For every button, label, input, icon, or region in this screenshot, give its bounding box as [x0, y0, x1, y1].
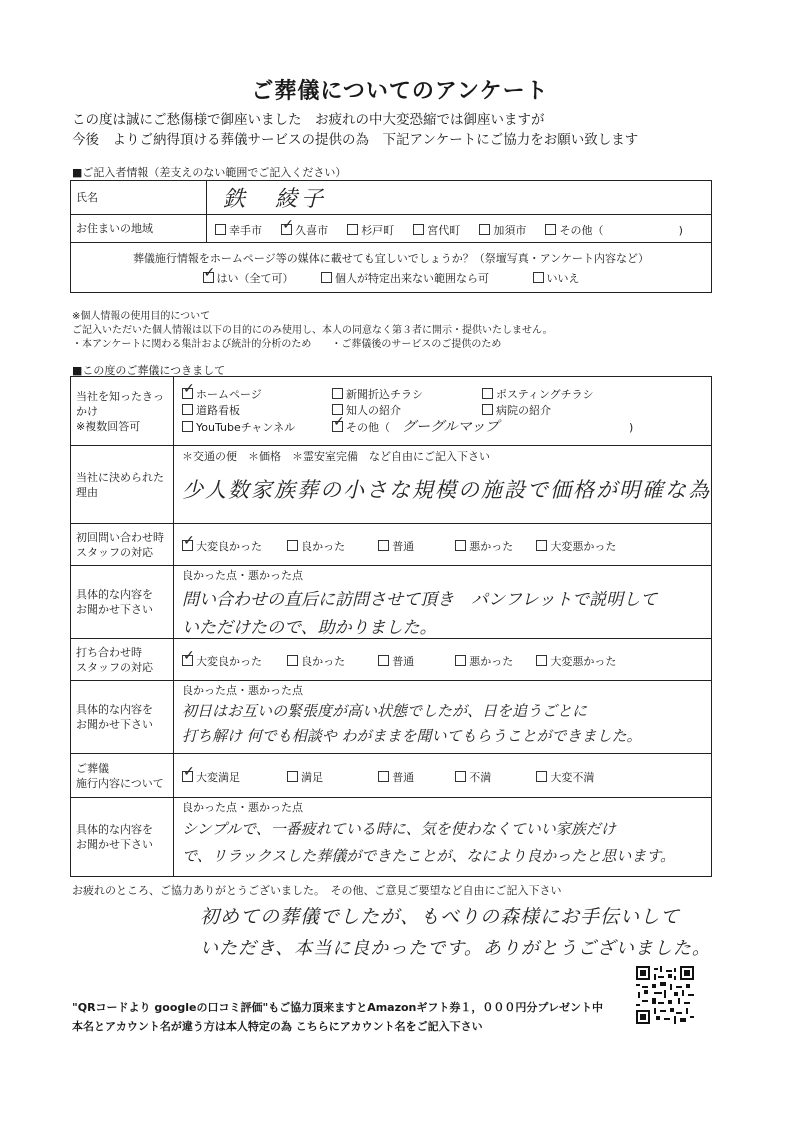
rating-option[interactable]: 悪かった	[455, 653, 531, 669]
detail1-line-2: いただけたので、助かりました。	[182, 618, 437, 638]
funeral-label: ご葬儀 施行内容について	[71, 754, 174, 798]
checkbox-icon[interactable]	[536, 771, 547, 782]
intro-line-1: この度は誠にご愁傷様で御座いました お疲れの中大変恐縮では御座いますが	[72, 112, 545, 128]
source-option[interactable]: ✓ホームページ	[182, 387, 332, 403]
checkbox-icon[interactable]	[321, 272, 332, 283]
checkbox-icon[interactable]	[182, 421, 193, 432]
checkbox-icon[interactable]	[215, 224, 226, 235]
checkbox-icon[interactable]	[347, 224, 358, 235]
detail3-hint: 良かった点・悪かった点	[182, 801, 303, 814]
staff1-label: 初回問い合わせ時 スタッフの対応	[71, 524, 174, 566]
area-option[interactable]: 杉戸町	[347, 222, 394, 238]
privacy-line-2: ・本アンケートに関わる集計および統計的分析のため ・ご葬儀後のサービスのご提供のため	[72, 339, 502, 350]
detail2-cell[interactable]	[174, 681, 712, 754]
closing-prompt: お疲れのところ、ご協力ありがとうございました。 その他、ご意見ご要望など自由にご記入下さい	[72, 884, 562, 897]
checkbox-checked-icon[interactable]	[203, 272, 214, 283]
detail1-cell[interactable]	[174, 566, 712, 639]
checkbox-icon[interactable]	[287, 655, 298, 666]
privacy-heading: ※個人情報の使用目的について	[72, 311, 211, 322]
satisfaction-option[interactable]: 普通	[378, 769, 450, 785]
checkbox-icon[interactable]	[413, 224, 424, 235]
area-options	[207, 215, 712, 243]
detail2-hint: 良かった点・悪かった点	[182, 684, 303, 697]
closing-line-2: いただき、本当に良かったです。ありがとうございました。	[200, 938, 711, 959]
source-option[interactable]: 道路看板	[182, 403, 332, 419]
rating-option[interactable]: 悪かった	[455, 538, 531, 554]
area-option[interactable]: ✓ 久喜市	[281, 222, 328, 238]
funeral-table	[70, 376, 712, 877]
detail3-label: 具体的な内容を お聞かせ下さい	[71, 798, 174, 877]
rating-option[interactable]: ✓ 大変良かった	[182, 538, 282, 554]
detail1-label: 具体的な内容を お聞かせ下さい	[71, 566, 174, 639]
reason-cell[interactable]	[174, 446, 712, 524]
section-heading-funeral: ■この度のご葬儀につきまして	[72, 364, 226, 377]
reason-label: 当社に決められた 理由	[71, 446, 174, 524]
detail3-line-2: で、リラックスした葬儀ができたことが、なにより良かったと思います。	[182, 847, 676, 865]
checkbox-icon[interactable]	[332, 388, 343, 399]
name-value: 鉄 綾子	[223, 187, 328, 212]
intro-line-2: 今後 よりご納得頂ける葬儀サービスの提供の為 下記アンケートにご協力をお願い致します	[72, 132, 639, 148]
rating-option[interactable]: ✓ 大変良かった	[182, 653, 282, 669]
area-other-close: )	[678, 224, 683, 237]
satisfaction-option[interactable]: ✓ 大変満足	[182, 769, 282, 785]
checkbox-checked-icon[interactable]	[182, 771, 193, 782]
checkbox-checked-icon[interactable]	[281, 224, 292, 235]
area-option[interactable]: その他（	[545, 222, 603, 238]
source-option[interactable]: ポスティングチラシ	[482, 387, 594, 403]
rating-option[interactable]: 良かった	[287, 538, 373, 554]
area-label: お住まいの地域	[71, 215, 207, 243]
checkbox-icon[interactable]	[536, 655, 547, 666]
staff2-options	[174, 639, 712, 681]
staff2-label: 打ち合わせ時 スタッフの対応	[71, 639, 174, 681]
checkbox-icon[interactable]	[287, 771, 298, 782]
footer-account-note: 本名とアカウント名が違う方は本人特定の為 こちらにアカウント名をご記入下さい	[72, 1020, 483, 1033]
source-option[interactable]: 新聞折込チラシ	[332, 387, 482, 403]
publish-cell	[71, 243, 712, 293]
closing-line-1: 初めての葬儀でしたが、もべりの森様にお手伝いして	[200, 906, 681, 928]
detail2-label: 具体的な内容を お聞かせ下さい	[71, 681, 174, 754]
checkbox-icon[interactable]	[378, 540, 389, 551]
checkbox-icon[interactable]	[533, 272, 544, 283]
satisfaction-option[interactable]: 満足	[287, 769, 373, 785]
rating-option[interactable]: 普通	[378, 653, 450, 669]
checkbox-icon[interactable]	[482, 388, 493, 399]
rating-option[interactable]: 普通	[378, 538, 450, 554]
publish-option[interactable]: いいえ	[533, 270, 580, 286]
section-heading-respondent: ■ご記入者情報（差支えのない範囲でご記入ください）	[72, 166, 347, 179]
rating-option[interactable]: 良かった	[287, 653, 373, 669]
publish-question: 葬儀施行情報をホームページ等の媒体に載せても宜しいでしょうか？（祭壇写真・アンケート内容など）	[132, 251, 650, 265]
survey-title: ご葬儀についてのアンケート	[251, 79, 549, 104]
detail2-line-1: 初日はお互いの緊張度が高い状態でしたが、日を追うごとに	[182, 702, 588, 720]
detail1-hint: 良かった点・悪かった点	[182, 569, 303, 582]
source-other-close: )	[629, 420, 634, 434]
checkbox-icon[interactable]	[482, 404, 493, 415]
publish-option[interactable]: ✓はい（全て可）	[203, 270, 294, 286]
source-options	[174, 377, 712, 446]
staff1-options	[174, 524, 712, 566]
rating-option[interactable]: 大変悪かった	[536, 653, 616, 669]
source-label: 当社を知ったきっかけ ※複数回答可	[71, 377, 174, 446]
source-other-value: グーグルマップ	[402, 418, 500, 435]
detail3-cell[interactable]	[174, 798, 712, 877]
respondent-table	[70, 180, 712, 293]
source-option[interactable]: 知人の紹介	[332, 403, 482, 419]
source-option[interactable]: ✓ その他（	[332, 420, 390, 436]
source-option[interactable]: YouTubeチャンネル	[182, 420, 332, 436]
area-option[interactable]: 幸手市	[215, 222, 262, 238]
checkbox-icon[interactable]	[455, 655, 466, 666]
checkbox-icon[interactable]	[378, 655, 389, 666]
checkbox-icon[interactable]	[455, 771, 466, 782]
checkbox-icon[interactable]	[287, 540, 298, 551]
detail1-line-1: 問い合わせの直后に訪問させて頂き パンフレットで説明して	[182, 590, 658, 610]
checkbox-icon[interactable]	[455, 540, 466, 551]
funeral-options	[174, 754, 712, 798]
footer-review-note: "QRコードより googleの口コミ評価"もご協力頂来ますとAmazonギフト券１，０００円分プレゼント中	[72, 1001, 603, 1014]
reason-text: 少人数家族葬の小さな規模の施設で価格が明確な為	[182, 478, 711, 502]
satisfaction-option[interactable]: 大変不満	[536, 769, 594, 785]
area-option[interactable]: 宮代町	[413, 222, 460, 238]
checkbox-checked-icon[interactable]	[332, 421, 343, 432]
privacy-line-1: ご記入いただいた個人情報は以下の目的にのみ使用し、本人の同意なく第３者に開示・提供いたしません。	[72, 325, 553, 336]
checkbox-icon[interactable]	[182, 404, 193, 415]
checkbox-icon[interactable]	[479, 224, 490, 235]
rating-option[interactable]: 大変悪かった	[536, 538, 616, 554]
source-option[interactable]: 病院の紹介	[482, 403, 551, 419]
checkbox-icon[interactable]	[545, 224, 556, 235]
publish-options	[71, 270, 711, 286]
checkbox-icon[interactable]	[378, 771, 389, 782]
detail2-line-2: 打ち解け 何でも相談や わがままを聞いてもらうことができました。	[182, 727, 642, 745]
name-label: 氏名	[71, 181, 207, 215]
qr-code-icon[interactable]	[636, 966, 694, 1024]
checkbox-checked-icon[interactable]	[182, 655, 193, 666]
checkbox-checked-icon[interactable]	[182, 540, 193, 551]
checkbox-icon[interactable]	[536, 540, 547, 551]
reason-hint: ＊交通の便 ＊価格 ＊霊安室完備 など自由にご記入下さい	[182, 450, 490, 463]
name-cell[interactable]	[207, 181, 712, 215]
detail3-line-1: シンプルで、一番疲れている時に、気を使わなくていい家族だけ	[182, 820, 616, 838]
area-option[interactable]: 加須市	[479, 222, 526, 238]
publish-option[interactable]: 個人が特定出来ない範囲なら可	[321, 270, 489, 286]
checkbox-checked-icon[interactable]	[182, 388, 193, 399]
satisfaction-option[interactable]: 不満	[455, 769, 531, 785]
